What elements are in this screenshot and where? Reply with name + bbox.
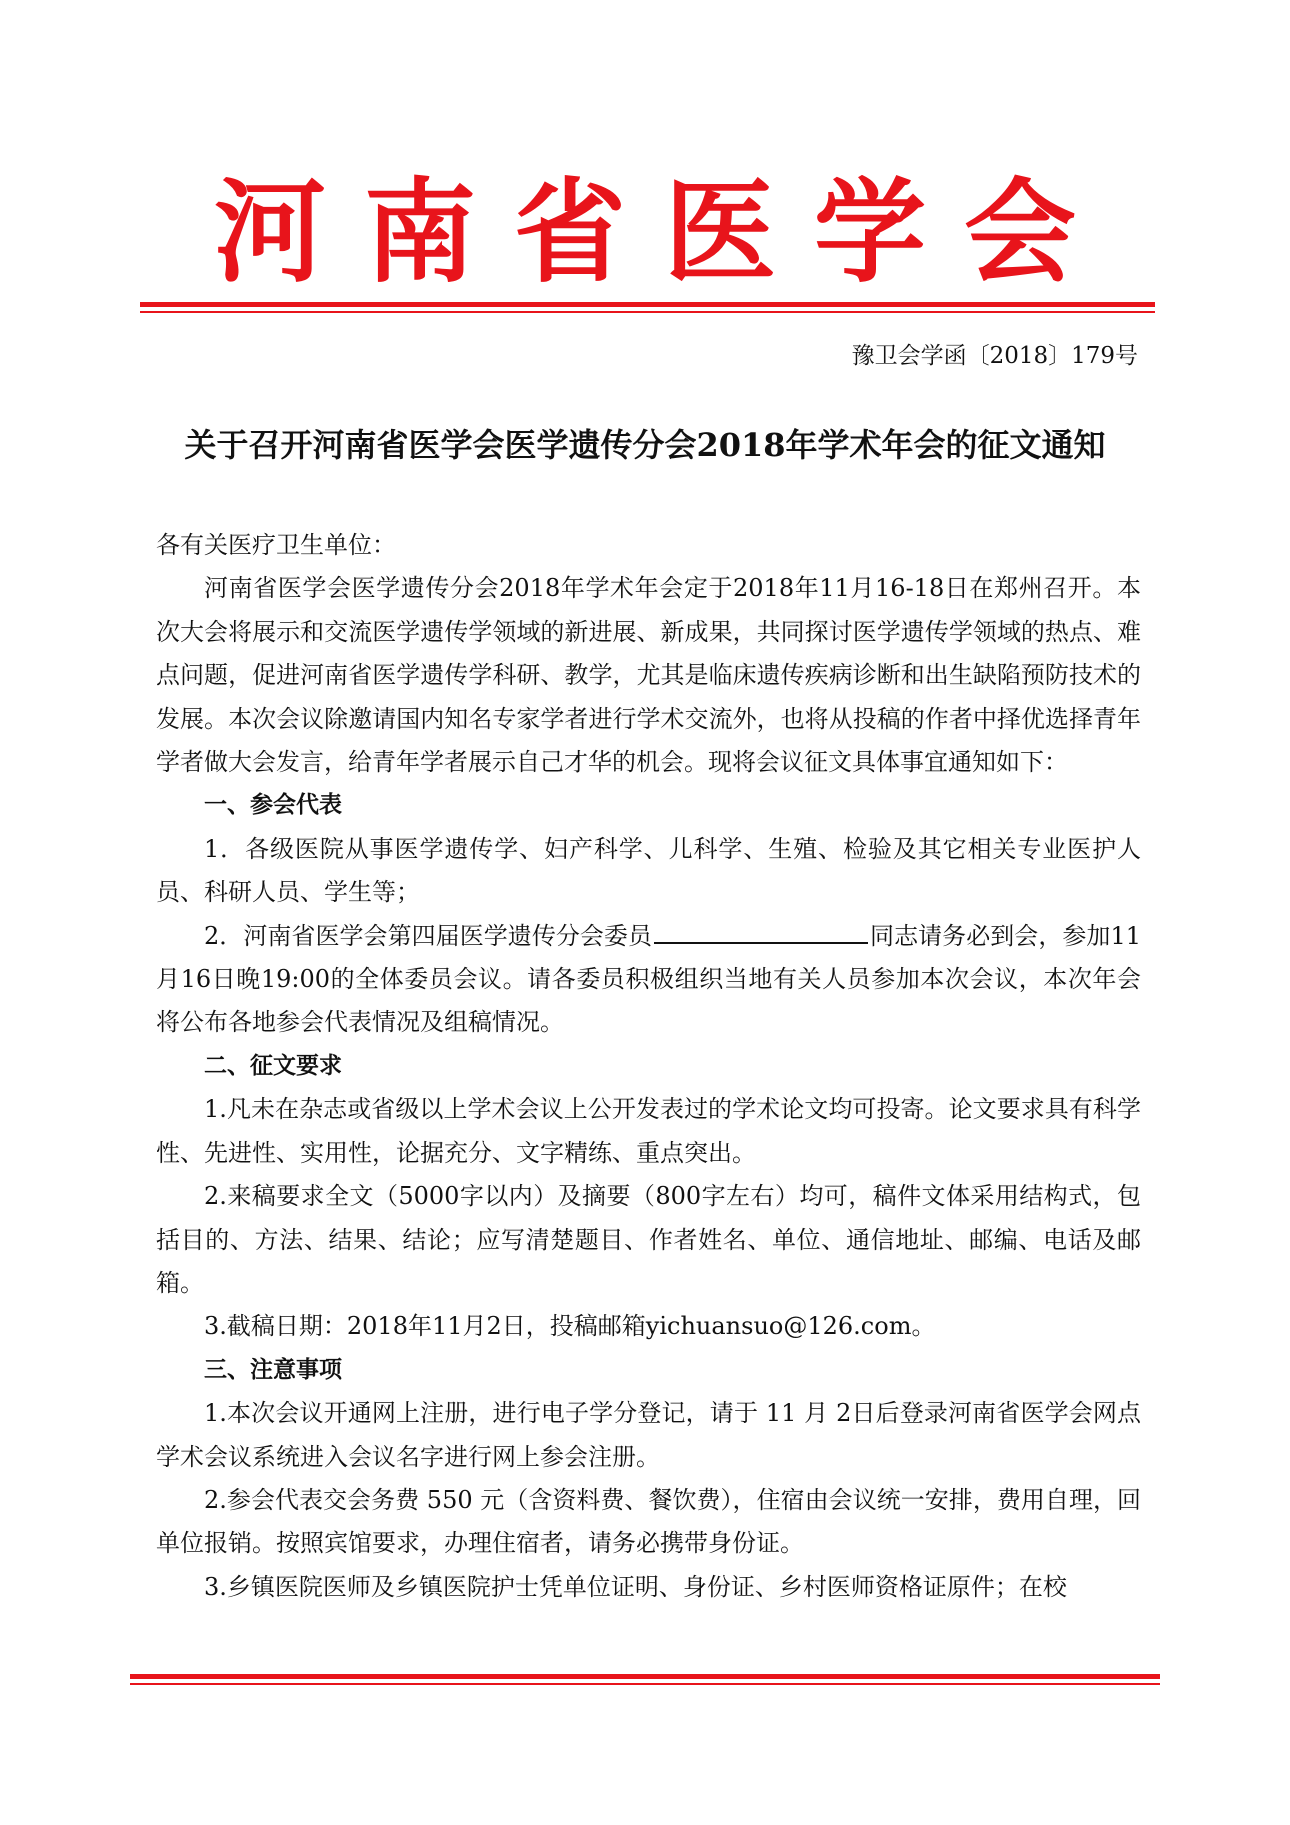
notes-item-3: 3.乡镇医院医师及乡镇医院护士凭单位证明、身份证、乡村医师资格证原件；在校 <box>204 1572 1067 1601</box>
submission-item-2: 2.来稿要求全文（5000字以内）及摘要（800字左右）均可，稿件文体采用结构式，包括目的、方法、结果、结论；应写清楚题目、作者姓名、单位、通信地址、邮编、电话及邮箱。 <box>156 1182 1141 1297</box>
document-number: 豫卫会学函〔2018〕179号 <box>851 343 1138 369</box>
section-heading-delegates: 一、参会代表 <box>204 792 342 819</box>
intro-paragraph: 河南省医学会医学遗传分会2018年学术年会定于2018年11月16-18日在郑州召开。本次大会将展示和交流医学遗传学领域的新进展、新成果，共同探讨医学遗传学领域的热点、难点问题，促进河南省医学遗传学科研、教学，尤其是临床遗传疾病诊断和出生缺陷预防技术的发展。本次会议除邀请国内知名专家学者进行学术交流外，也将从投稿的作者中择优选择青年学者做大会发言，给青年学者展示自己才华的机会。现将会议征文具体事宜通知如下： <box>156 574 1141 777</box>
notes-item-2: 2.参会代表交会务费 550 元（含资料费、餐饮费），住宿由会议统一安排，费用自理，回单位报销。按照宾馆要求，办理住宿者，请务必携带身份证。 <box>156 1485 1141 1558</box>
submission-item-1: 1.凡未在杂志或省级以上学术会议上公开发表过的学术论文均可投寄。论文要求具有科学性、先进性、实用性，论据充分、文字精练、重点突出。 <box>156 1095 1141 1167</box>
footer-rule-thick <box>130 1674 1160 1679</box>
delegates-item-2-end: 同志请务必到会，参加11月16日晚19:00的全体委员会议。请各委员积极组织当地有关人员参加本次会议，本次年会将公布各地参会代表情况及组稿情况。 <box>156 921 1141 1037</box>
letterhead-rule-thick <box>140 302 1155 307</box>
delegates-item-2 <box>156 915 1141 1045</box>
footer-rule-thin <box>130 1683 1160 1685</box>
section-heading-notes: 三、注意事项 <box>204 1356 342 1383</box>
letterhead-title: 河南省医学会 <box>214 167 1114 298</box>
notes-item-1: 1.本次会议开通网上注册，进行电子学分登记，请于 11 月 2日后登录河南省医学会网点学术会议系统进入会议名字进行网上参会注册。 <box>156 1399 1141 1471</box>
delegates-item-2-start: 2．河南省医学会第四届医学遗传分会委员 <box>204 921 653 950</box>
document-body <box>156 524 1141 1609</box>
document-title: 关于召开河南省医学会医学遗传分会2018年学术年会的征文通知 <box>184 426 1106 464</box>
submission-item-3: 3.截稿日期：2018年11月2日，投稿邮箱yichuansuo@126.com。 <box>204 1312 936 1341</box>
delegates-item-1: 1．各级医院从事医学遗传学、妇产科学、儿科学、生殖、检验及其它相关专业医护人员、科研人员、学生等； <box>156 834 1141 907</box>
letterhead-rule-thin <box>140 311 1155 313</box>
member-name-blank <box>654 916 868 944</box>
salutation: 各有关医疗卫生单位： <box>156 531 396 559</box>
section-heading-submission: 二、征文要求 <box>204 1052 342 1079</box>
